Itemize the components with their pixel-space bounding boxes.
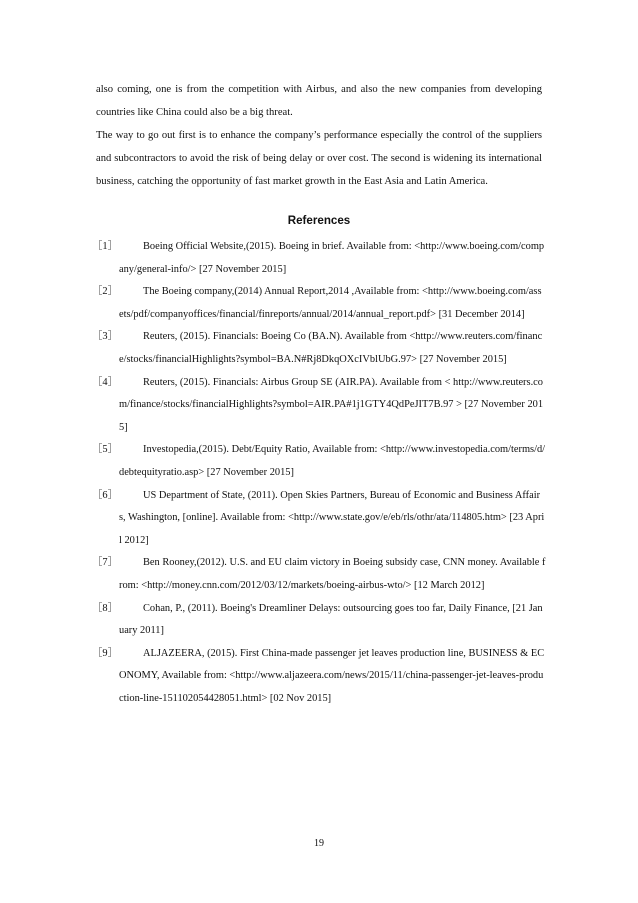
page-number: 19 <box>314 838 324 849</box>
body-paragraph: also coming, one is from the competition with Airbus, and also the new companies from developing countries like China could also be a big threat. <box>96 84 542 118</box>
references-list <box>92 236 546 710</box>
reference-text: Cohan, P., (2011). Boeing's Dreamliner Delays: outsourcing goes too far, Daily Finance, [21 January 2011] <box>119 602 543 637</box>
references-heading: References <box>287 214 351 227</box>
reference-item <box>92 598 546 643</box>
reference-number: ［1］ <box>92 241 118 252</box>
reference-text: Boeing Official Website,(2015). Boeing in brief. Available from: <http://www.boeing.com/company/general-info/> [27 November 2015] <box>119 241 545 275</box>
reference-number: ［7］ <box>92 557 118 569</box>
reference-item <box>92 236 546 281</box>
reference-item <box>92 643 546 711</box>
reference-text: Investopedia,(2015). Debt/Equity Ratio, Available from: <http://www.investopedia.com/terms/d/debtequityratio.asp> [27 November 2015] <box>119 444 546 478</box>
body-text <box>96 79 542 194</box>
reference-text: US Department of State, (2011). Open Skies Partners, Bureau of Economic and Business Affairs, Washington, [online]. Available from: <http://www.state.gov/e/eb/rls/othr/ata/114805.htm> [23 April 2012] <box>119 489 545 546</box>
reference-text: ALJAZEERA, (2015). First China-made passenger jet leaves production line, BUSINESS & ECONOMY, Available from: <http://www.aljazeera.com/news/2015/11/china-passenger-jet-leaves-production-line-151102054428051.html> [02 Nov 2015] <box>119 647 545 704</box>
reference-text: Reuters, (2015). Financials: Boeing Co (BA.N). Available from <http://www.reuters.com/finance/stocks/financialHighlights?symbol=BA.N#Rj8DkqOXcIVblUbG.97> [27 November 2015] <box>119 331 543 365</box>
reference-number: ［4］ <box>92 376 118 388</box>
reference-number: ［3］ <box>92 331 118 343</box>
reference-number: ［2］ <box>92 286 118 298</box>
reference-number: ［9］ <box>92 647 118 659</box>
reference-item <box>92 281 546 326</box>
reference-number: ［6］ <box>92 489 118 501</box>
reference-item <box>92 439 546 484</box>
reference-item <box>92 372 546 440</box>
body-paragraph: The way to go out first is to enhance the company’s performance especially the control of the suppliers and subcontractors to avoid the risk of being delay or over cost. The second is widening its international business, catching the opportunity of fast market growth in the East Asia and Latin America. <box>96 129 542 187</box>
reference-text: Reuters, (2015). Financials: Airbus Group SE (AIR.PA). Available from < http://www.reuters.com/finance/stocks/financialHighlights?symbol=AIR.PA#1j1GTY4QdPeJIT7B.97 > [27 November 2015] <box>119 376 544 433</box>
reference-item <box>92 326 546 371</box>
reference-item <box>92 485 546 553</box>
reference-number: ［5］ <box>92 444 118 456</box>
reference-text: Ben Rooney,(2012). U.S. and EU claim victory in Boeing subsidy case, CNN money. Available from: <http://money.cnn.com/2012/03/12/markets/boeing-airbus-wto/> [12 March 2012] <box>119 557 546 591</box>
reference-text: The Boeing company,(2014) Annual Report,2014 ,Available from: <http://www.boeing.com/assets/pdf/companyoffices/financial/finreports/annual/2014/annual_report.pdf> [31 December 2014] <box>119 286 542 320</box>
reference-item <box>92 552 546 597</box>
reference-number: ［8］ <box>92 602 118 614</box>
